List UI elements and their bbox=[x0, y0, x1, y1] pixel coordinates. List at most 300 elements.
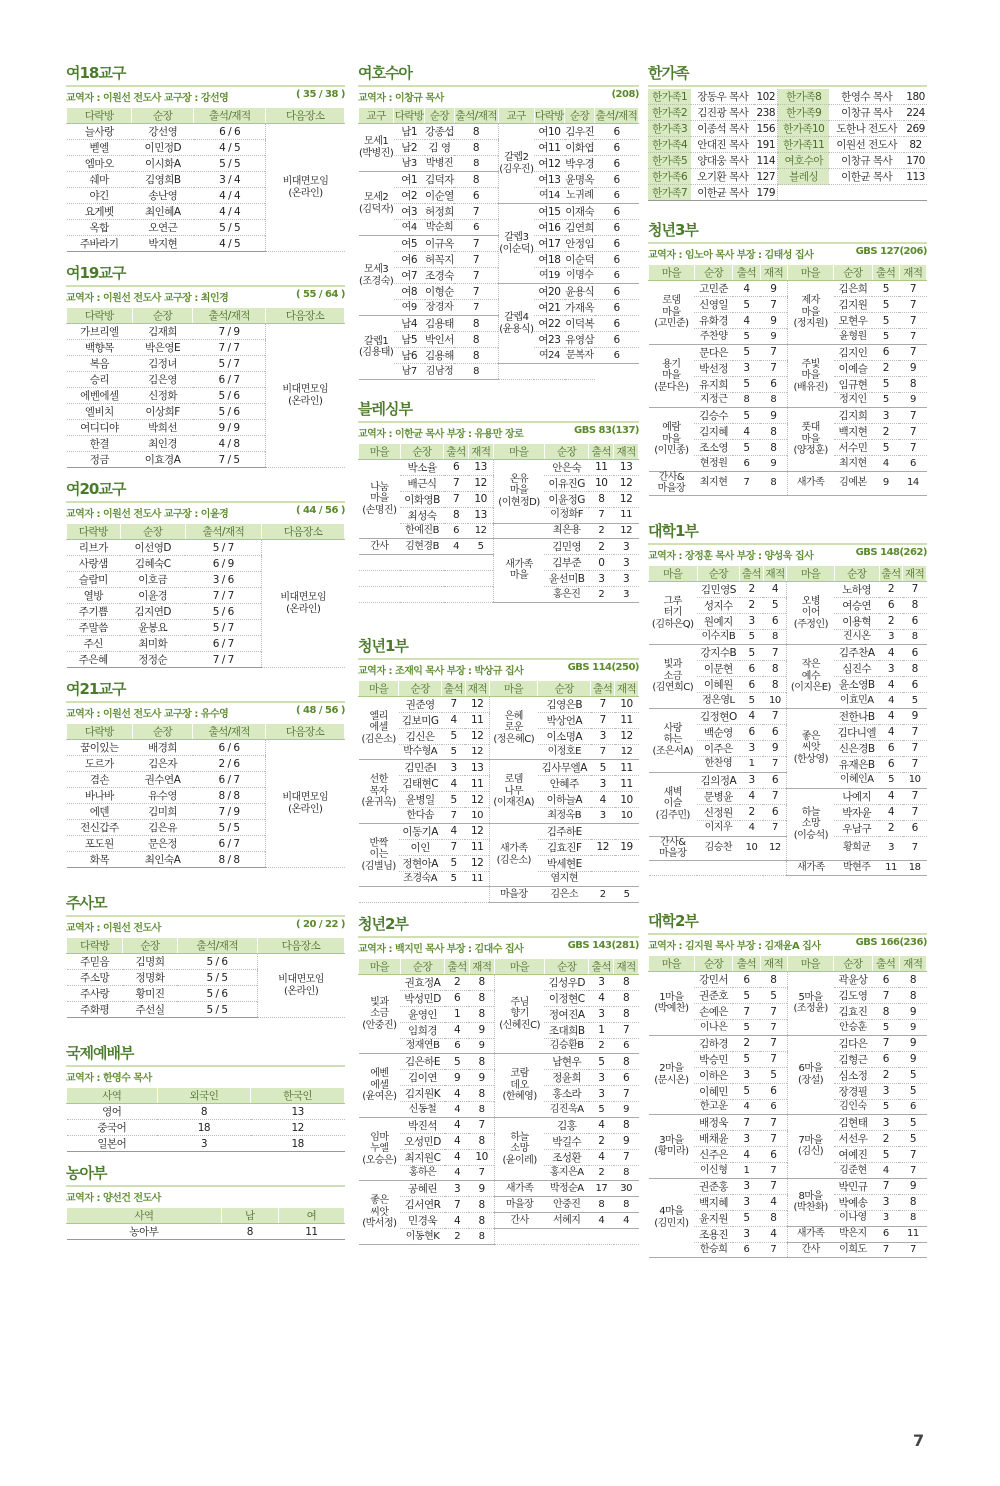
table-cell: 이상희F bbox=[132, 404, 193, 420]
section-info bbox=[66, 1189, 345, 1204]
table-row bbox=[359, 760, 639, 776]
section-youth2 bbox=[358, 913, 639, 1245]
table-cell: 유화경 bbox=[694, 313, 733, 329]
section-intl bbox=[66, 1042, 345, 1152]
table-cell: 이희도 bbox=[834, 1242, 873, 1258]
table-cell: 3 bbox=[740, 613, 764, 629]
table-cell: 7 bbox=[760, 1051, 787, 1067]
table-cell: 이수지B bbox=[697, 629, 740, 645]
table-cell: 6 bbox=[614, 1070, 639, 1086]
table-cell: 영어 bbox=[67, 1104, 158, 1120]
table-cell: 김진광 목사 bbox=[691, 105, 754, 121]
village-name: 2마을 (문시온) bbox=[649, 1035, 695, 1115]
table-cell: 7 bbox=[733, 471, 760, 495]
table-cell: 정은영L bbox=[697, 693, 740, 709]
village-name: 갈렙4 (윤용식) bbox=[498, 284, 534, 364]
empty-cell bbox=[589, 1229, 614, 1245]
table-cell: 손예은 bbox=[694, 1004, 733, 1020]
column-header: 여 bbox=[278, 1208, 344, 1224]
table-cell: 홍하은 bbox=[400, 1165, 444, 1181]
table-cell: 9 bbox=[445, 1070, 470, 1086]
table-row bbox=[359, 1229, 639, 1245]
table-cell: 9 bbox=[614, 1102, 639, 1118]
page-number: 7 bbox=[913, 1431, 925, 1450]
village-name: 8마을 (박찬화) bbox=[787, 1178, 833, 1226]
table-cell: 8 bbox=[469, 1054, 494, 1070]
table-cell: 9 bbox=[903, 708, 927, 724]
table-cell: 8 bbox=[454, 156, 498, 172]
table-cell: 7 / 9 bbox=[193, 324, 266, 340]
empty-cell bbox=[400, 571, 443, 587]
table-cell: 6 bbox=[872, 972, 899, 988]
table-cell: 유수영 bbox=[132, 788, 193, 804]
table-cell: 6 bbox=[903, 677, 927, 693]
table-cell: 김홍 bbox=[544, 1117, 588, 1133]
column-header: 다음장소 bbox=[266, 308, 345, 324]
table-cell: 8 bbox=[469, 990, 494, 1006]
table-cell: 12 bbox=[251, 1120, 345, 1136]
empty-cell bbox=[399, 887, 442, 903]
table-cell: 전신갑주 bbox=[67, 820, 133, 836]
table-cell: 오성민D bbox=[400, 1133, 444, 1149]
section-hangajok bbox=[648, 62, 927, 201]
table-cell: 5 bbox=[591, 760, 615, 776]
table-cell: 심소정 bbox=[834, 1067, 873, 1083]
table-row bbox=[67, 1224, 345, 1240]
table-row bbox=[649, 708, 927, 724]
table-cell: 269 bbox=[904, 121, 927, 137]
meeting-place-note: 비대면모임 (온라인) bbox=[266, 124, 345, 252]
table-cell: 4 bbox=[442, 776, 466, 792]
column-header: 순장 bbox=[400, 443, 443, 459]
table-cell: 7 bbox=[760, 1020, 787, 1036]
table-cell: 김효진 bbox=[834, 1004, 873, 1020]
table-cell: 9 bbox=[760, 408, 787, 424]
table-cell: 2 bbox=[589, 1038, 614, 1054]
table-cell: 꿈이있는 bbox=[67, 740, 133, 756]
table-cell: 이원선 전도사 bbox=[829, 137, 904, 153]
table-cell: 이시화A bbox=[132, 156, 194, 172]
section-jusamo bbox=[66, 892, 345, 1018]
column-header: 사역 bbox=[67, 1208, 222, 1224]
table-cell: 8 bbox=[469, 1006, 494, 1022]
column-header: 재적 bbox=[465, 680, 489, 696]
table-cell: 3 bbox=[740, 772, 764, 788]
table-cell: 6 bbox=[595, 140, 639, 156]
table-cell: 170 bbox=[904, 153, 927, 169]
village-name: 로뎀 마을 (고민준) bbox=[649, 281, 695, 345]
table-cell: 7 bbox=[614, 1086, 639, 1102]
column-header: 재적 bbox=[469, 958, 494, 974]
table-cell: 8 bbox=[469, 1213, 494, 1229]
attendance-count: GBS 114(250) bbox=[567, 661, 639, 673]
table-cell: 박현주 bbox=[834, 860, 879, 876]
table-cell: 김준현 bbox=[834, 1163, 873, 1179]
table-cell: 김승찬 bbox=[697, 836, 740, 860]
table-cell: 허정희 bbox=[425, 204, 455, 220]
table-cell: 이신형 bbox=[694, 1163, 733, 1179]
table-cell: 8 bbox=[872, 1004, 899, 1020]
table-cell: 5 bbox=[733, 329, 760, 345]
table-cell: 3 bbox=[614, 587, 639, 603]
village-name: 그루 터기 (김하은Q) bbox=[649, 581, 698, 645]
village-name: 새가족 마을 bbox=[493, 539, 544, 603]
table-row bbox=[67, 324, 345, 340]
table-cell: 5 bbox=[733, 1020, 760, 1036]
table-row bbox=[67, 954, 345, 970]
table-cell: 윤지원 bbox=[694, 1210, 733, 1226]
table-row bbox=[649, 1035, 927, 1051]
village-name: 새가족 bbox=[787, 860, 834, 876]
table-cell: 김태현C bbox=[399, 776, 442, 792]
table-cell: 여12 bbox=[534, 156, 565, 172]
table-cell: 12 bbox=[465, 855, 489, 871]
table-cell: 농아부 bbox=[67, 1224, 222, 1240]
table-cell: 7 bbox=[469, 1165, 494, 1181]
table-cell: 5 / 5 bbox=[177, 1002, 257, 1018]
table-cell: 3 bbox=[872, 1083, 899, 1099]
table-cell: 12 bbox=[465, 728, 489, 744]
table-cell: 8 bbox=[614, 1165, 639, 1181]
village-name: 선한 목자 (윤귀옥) bbox=[359, 760, 399, 824]
table-cell: 3 bbox=[589, 1086, 614, 1102]
table-cell: 포도원 bbox=[67, 836, 133, 852]
table-cell: 2 bbox=[589, 1165, 614, 1181]
table-cell: 여호수아 bbox=[778, 153, 830, 169]
table-row bbox=[649, 281, 927, 297]
table-cell: 권준호 bbox=[694, 988, 733, 1004]
village-name: 에벤 에셀 (윤여은) bbox=[359, 1054, 401, 1118]
village-table bbox=[358, 443, 639, 603]
table-cell: 2 bbox=[589, 1133, 614, 1149]
table-cell: 이민정D bbox=[132, 140, 194, 156]
table-row bbox=[649, 344, 927, 360]
table-cell: 남4 bbox=[394, 316, 425, 332]
table-cell: 홍소라 bbox=[544, 1086, 588, 1102]
table-cell: 6 / 9 bbox=[185, 556, 261, 572]
table-cell: 김예본 bbox=[834, 471, 873, 495]
table-cell: 김연희 bbox=[565, 220, 595, 236]
attendance-count: GBS 83(137) bbox=[574, 424, 639, 436]
column-header: 외국인 bbox=[157, 1088, 251, 1104]
column-right bbox=[648, 62, 927, 1268]
section-info bbox=[66, 289, 345, 304]
village-name: 3마을 (황미라) bbox=[649, 1115, 695, 1179]
table-cell: 6 bbox=[899, 1099, 926, 1115]
table-cell: 8 bbox=[469, 1197, 494, 1213]
section-title: 대학2부 bbox=[648, 910, 927, 935]
table-cell: 5 bbox=[442, 871, 466, 887]
village-name: 하늘 소망 (이승석) bbox=[787, 788, 834, 860]
table-cell: 4 bbox=[733, 281, 760, 297]
table-cell: 최미화 bbox=[120, 636, 185, 652]
table-cell: 한가족7 bbox=[648, 185, 691, 201]
table-cell: 이지우 bbox=[697, 820, 740, 836]
table-cell: 3 / 6 bbox=[185, 572, 261, 588]
empty-cell bbox=[444, 555, 469, 571]
small-group-table bbox=[66, 937, 345, 1018]
table-cell: 2 bbox=[591, 887, 615, 903]
table-cell: 5 bbox=[740, 629, 764, 645]
table-cell: 5 bbox=[733, 988, 760, 1004]
section-yeohosua bbox=[358, 62, 639, 380]
table-cell: 17 bbox=[589, 1181, 614, 1197]
table-cell: 김은희 bbox=[834, 281, 873, 297]
column-header: 순장 bbox=[544, 443, 589, 459]
table-cell: 19 bbox=[615, 839, 639, 855]
table-row bbox=[359, 1054, 639, 1070]
table-cell: 7 bbox=[899, 1242, 926, 1258]
table-cell: 7 bbox=[760, 1178, 787, 1194]
table-cell: 정지인 bbox=[834, 392, 873, 408]
table-cell: 8 bbox=[763, 677, 787, 693]
table-row bbox=[648, 105, 927, 121]
village-name: 간사& 마을장 bbox=[649, 836, 698, 860]
table-cell: 박선정 bbox=[694, 360, 733, 376]
empty-cell bbox=[468, 555, 493, 571]
table-cell: 7 bbox=[454, 300, 498, 316]
table-cell: 2 bbox=[445, 1229, 470, 1245]
table-cell: 이한균 목사 bbox=[829, 169, 904, 185]
table-cell: 김재희 bbox=[132, 324, 193, 340]
table-cell: 김주하E bbox=[538, 823, 591, 839]
table-cell: 7 bbox=[591, 712, 615, 728]
table-cell: 한가족11 bbox=[778, 137, 830, 153]
table-cell: 주믿음 bbox=[67, 954, 123, 970]
table-row bbox=[649, 1115, 927, 1131]
table-cell: 도르가 bbox=[67, 756, 133, 772]
attendance-count: ( 55 / 64 ) bbox=[295, 289, 345, 300]
table-row bbox=[649, 1178, 927, 1194]
table-cell: 여17 bbox=[534, 236, 565, 252]
leader-info: 교역자 : 김지원 목사 부장 : 김재윤A 집사 bbox=[648, 941, 821, 952]
column-header: 마을 bbox=[493, 443, 544, 459]
table-cell: 백지현 bbox=[834, 424, 873, 440]
empty-cell bbox=[468, 587, 493, 603]
column-header: 교구 bbox=[498, 108, 534, 124]
table-cell: 13 bbox=[468, 507, 493, 523]
village-table bbox=[358, 107, 639, 380]
table-cell: 7 bbox=[442, 696, 466, 712]
table-cell: 김지원 bbox=[834, 297, 873, 313]
column-header: 교구 bbox=[359, 108, 394, 124]
village-name: 예람 마을 (이민종) bbox=[649, 408, 695, 472]
table-cell: 야긴 bbox=[67, 188, 132, 204]
table-cell: 남5 bbox=[394, 332, 425, 348]
table-cell: 6 bbox=[760, 1099, 787, 1115]
table-cell: 6 bbox=[445, 1038, 470, 1054]
table-cell: 6 bbox=[595, 124, 639, 140]
table-cell: 4 bbox=[442, 712, 466, 728]
table-cell: 5 bbox=[442, 792, 466, 808]
table-cell: 12 bbox=[763, 836, 787, 860]
table-cell: 여5 bbox=[394, 236, 425, 252]
column-header: 출석/재적 bbox=[185, 524, 261, 540]
empty-cell bbox=[763, 860, 787, 876]
table-cell: 여19 bbox=[534, 268, 565, 284]
table-cell: 윤봉요 bbox=[120, 620, 185, 636]
table-cell: 1 bbox=[733, 1163, 760, 1179]
table-cell: 8 bbox=[903, 629, 927, 645]
table-cell: 8 bbox=[469, 1086, 494, 1102]
table-cell: 주신 bbox=[67, 636, 121, 652]
table-cell: 여1 bbox=[394, 172, 425, 188]
table-cell: 7 bbox=[903, 740, 927, 756]
table-cell: 오기환 목사 bbox=[691, 169, 754, 185]
table-cell: 문은정 bbox=[132, 836, 193, 852]
attendance-count: (208) bbox=[611, 89, 639, 100]
table-cell: 3 bbox=[445, 1181, 470, 1197]
village-name: 모세3 (조경숙) bbox=[359, 236, 394, 316]
table-cell: 12 bbox=[614, 491, 639, 507]
table-cell: 이규옥 bbox=[425, 236, 455, 252]
table-row bbox=[649, 860, 927, 876]
table-cell: 늘사랑 bbox=[67, 124, 132, 140]
table-cell: 2 bbox=[589, 587, 614, 603]
table-cell: 12 bbox=[465, 823, 489, 839]
table-cell: 벧엘 bbox=[67, 140, 132, 156]
column-header: 마을 bbox=[489, 680, 537, 696]
column-header: 다락방 bbox=[67, 524, 121, 540]
table-cell: 주기쁨 bbox=[67, 604, 121, 620]
table-cell: 4 bbox=[879, 708, 903, 724]
table-cell: 8 bbox=[760, 392, 787, 408]
table-cell: 9 bbox=[899, 1178, 926, 1194]
table-cell: 8 bbox=[469, 1229, 494, 1245]
table-cell: 홍지은A bbox=[544, 1165, 588, 1181]
meeting-place-note: 비대면모임 (온라인) bbox=[266, 740, 345, 868]
table-cell: 8 bbox=[760, 972, 787, 988]
leader-info: 교역자 : 이원선 전도사 교구장 : 강선영 bbox=[66, 93, 229, 104]
table-cell: 6 bbox=[899, 456, 926, 472]
empty-cell bbox=[468, 571, 493, 587]
table-cell: 6 bbox=[595, 188, 639, 204]
table-cell: 8 bbox=[454, 348, 498, 364]
table-cell: 이용혁 bbox=[834, 613, 879, 629]
village-name: 주빛 마을 (배유진) bbox=[787, 344, 833, 408]
table-cell: 7 bbox=[903, 756, 927, 772]
table-cell: 4 bbox=[879, 677, 903, 693]
attendance-count: ( 48 / 56 ) bbox=[295, 705, 345, 716]
table-cell: 4 bbox=[740, 820, 764, 836]
table-cell: 7 bbox=[872, 1178, 899, 1194]
column-header: 마을 bbox=[787, 956, 833, 972]
table-cell: 복음 bbox=[67, 356, 133, 372]
table-cell: 한가족4 bbox=[648, 137, 691, 153]
table-cell: 조경숙 bbox=[425, 268, 455, 284]
table-cell: 191 bbox=[754, 137, 777, 153]
table-cell: 조경숙A bbox=[399, 871, 442, 887]
table-cell: 백순영 bbox=[697, 724, 740, 740]
table-cell: 박소율 bbox=[400, 459, 443, 475]
table-cell: 여20 bbox=[534, 284, 565, 300]
table-cell: 남2 bbox=[394, 140, 425, 156]
small-group-table bbox=[66, 723, 345, 868]
column-header: 마을 bbox=[649, 565, 698, 581]
section-univ2 bbox=[648, 910, 927, 1258]
table-cell: 114 bbox=[754, 153, 777, 169]
table-cell: 7 bbox=[903, 804, 927, 820]
village-table bbox=[358, 958, 639, 1245]
table-cell bbox=[904, 185, 927, 201]
table-cell: 주선실 bbox=[123, 1002, 177, 1018]
table-cell: 유재은B bbox=[834, 756, 879, 772]
leader-info: 교역자 : 이창규 목사 bbox=[358, 93, 444, 104]
table-cell: 5 bbox=[733, 1083, 760, 1099]
table-cell: 12 bbox=[614, 523, 639, 539]
table-cell: 4 bbox=[740, 788, 764, 804]
table-cell: 7 bbox=[899, 281, 926, 297]
column-header: 순장 bbox=[399, 680, 442, 696]
table-cell: 박희선 bbox=[132, 420, 193, 436]
table-cell: 안은숙 bbox=[544, 459, 589, 475]
village-name: 로뎀 나무 (이재진A) bbox=[489, 760, 537, 824]
section-info bbox=[648, 547, 927, 562]
table-cell: 180 bbox=[904, 89, 927, 105]
table-cell: 5 / 5 bbox=[177, 970, 257, 986]
column-header: 재적 bbox=[899, 265, 926, 281]
table-cell: 3 bbox=[614, 555, 639, 571]
table-cell: 6 bbox=[872, 344, 899, 360]
table-cell: 7 bbox=[903, 788, 927, 804]
table-cell: 강지수B bbox=[697, 645, 740, 661]
table-cell: 7 bbox=[454, 252, 498, 268]
meeting-place-note: 비대면모임 (온라인) bbox=[257, 954, 344, 1018]
table-cell: 이윤정G bbox=[544, 491, 589, 507]
table-cell: 6 bbox=[872, 1051, 899, 1067]
column-header: 출석/재적 bbox=[595, 108, 639, 124]
table-cell: 6 bbox=[445, 990, 470, 1006]
ministry-table bbox=[66, 1087, 345, 1152]
section-title: 블레싱부 bbox=[358, 398, 639, 423]
table-cell: 8 bbox=[760, 424, 787, 440]
table-cell: 4 / 4 bbox=[194, 204, 266, 220]
village-name: 엘리 에셀 (김은소) bbox=[359, 696, 399, 760]
table-cell: 3 bbox=[591, 728, 615, 744]
table-cell: 홍은진 bbox=[544, 587, 589, 603]
table-cell: 5 / 6 bbox=[177, 954, 257, 970]
table-cell: 4 bbox=[589, 990, 614, 1006]
table-cell: 김민영 bbox=[544, 539, 589, 555]
table-cell: 7 bbox=[733, 1004, 760, 1020]
table-cell: 김민영S bbox=[697, 581, 740, 597]
table-cell: 리브가 bbox=[67, 540, 121, 556]
table-cell: 4 bbox=[442, 823, 466, 839]
table-cell: 배경희 bbox=[132, 740, 193, 756]
table-cell: 황희균 bbox=[834, 836, 879, 860]
table-cell: 11 bbox=[615, 712, 639, 728]
table-cell: 한가족8 bbox=[778, 89, 830, 105]
table-cell: 여14 bbox=[534, 188, 565, 204]
table-cell: 최정옥B bbox=[538, 808, 591, 824]
table-cell: 김은자 bbox=[132, 756, 193, 772]
table-cell: 여9 bbox=[394, 300, 425, 316]
table-cell: 고민준 bbox=[694, 281, 733, 297]
table-row bbox=[359, 887, 639, 903]
village-name bbox=[493, 523, 544, 539]
section-title: 청년2부 bbox=[358, 913, 639, 938]
column-header: 순장 bbox=[834, 956, 873, 972]
table-cell: 18 bbox=[251, 1136, 345, 1152]
table-cell: 5 bbox=[899, 1131, 926, 1147]
table-cell: 김이연 bbox=[400, 1070, 444, 1086]
small-group-table bbox=[66, 523, 345, 668]
table-cell: 6 bbox=[614, 1038, 639, 1054]
table-cell: 이혜민 bbox=[694, 1083, 733, 1099]
table-cell: 심진수 bbox=[834, 661, 879, 677]
table-cell: 일본어 bbox=[67, 1136, 158, 1152]
small-group-table bbox=[66, 107, 345, 252]
